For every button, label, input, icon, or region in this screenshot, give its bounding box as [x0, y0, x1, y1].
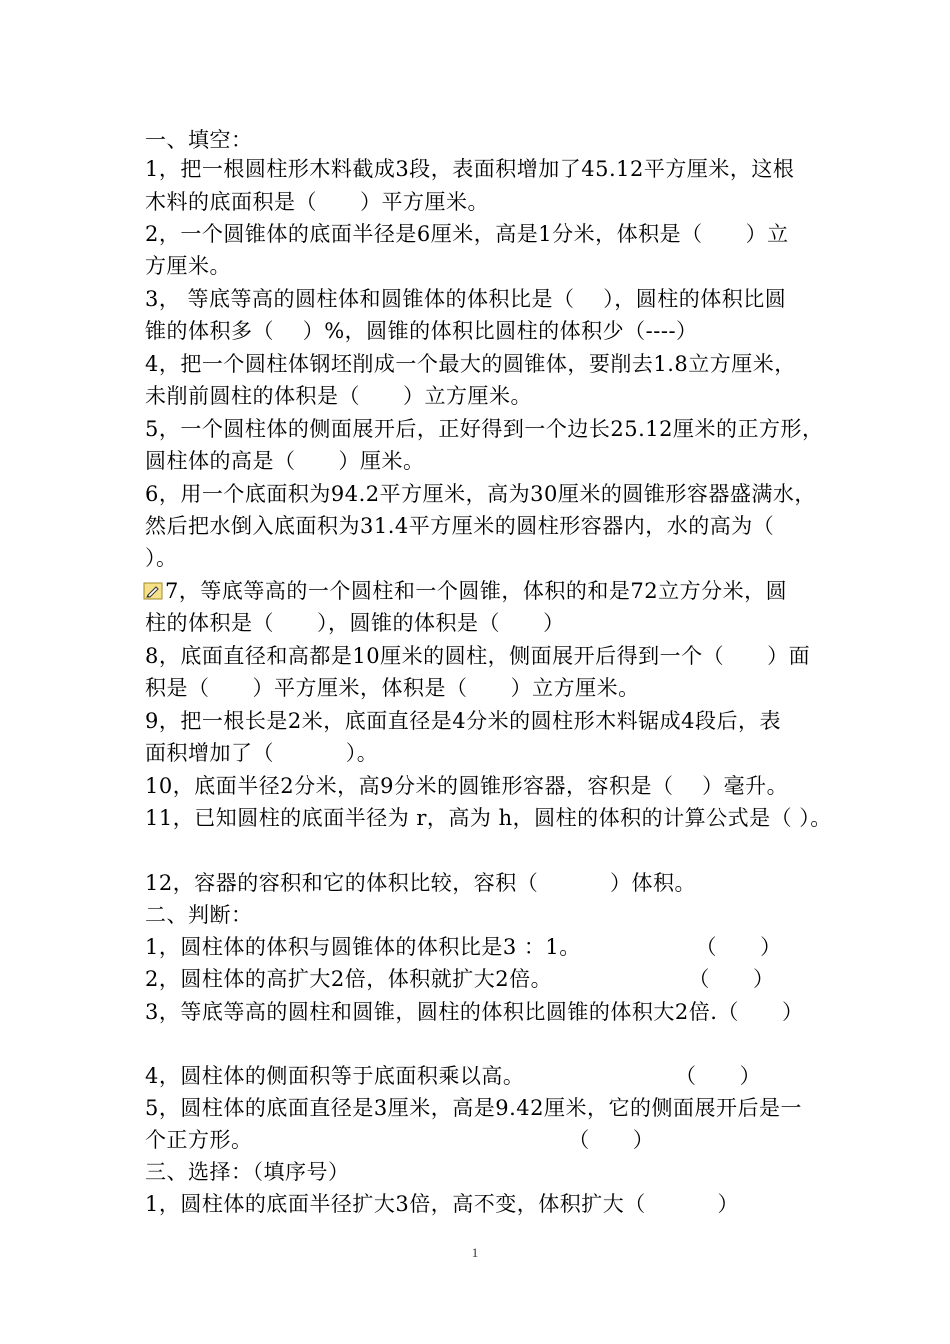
text-line: 10，底面半径2分米，高9分米的圆锥形容器，容积是（ ）毫升。: [145, 774, 789, 798]
text-line: 1，圆柱体的底面半径扩大3倍，高不变，体积扩大（ ）: [145, 1192, 739, 1216]
text-line: ）。: [145, 546, 178, 570]
text-line: 1，圆柱体的体积与圆锥体的体积比是3 ：1。 （ ）: [145, 935, 782, 959]
text-line: 6，用一个底面积为94.2平方厘米，高为30厘米的圆锥形容器盛满水，: [145, 482, 816, 506]
note-pencil-icon[interactable]: [143, 577, 163, 595]
text-line: 4，把一个圆柱体钢坯削成一个最大的圆锥体，要削去1.8立方厘米，: [145, 352, 796, 376]
text-line: 积是（ ）平方厘米，体积是（ ）立方厘米。: [145, 676, 640, 700]
page-number: 1: [471, 1245, 479, 1260]
text-line-with-icon: [143, 575, 787, 607]
text-line: 面积增加了（ ）。: [145, 741, 379, 765]
text-line: 7，等底等高的一个圆柱和一个圆锥，体积的和是72立方分米，圆: [165, 579, 788, 603]
section-heading-choice: 三、选择：（填序号）: [145, 1160, 350, 1184]
text-line: 2，一个圆锥体的底面半径是6厘米，高是1分米，体积是（ ）立: [145, 222, 789, 246]
text-line: 个正方形。 （ ）: [145, 1128, 655, 1152]
text-line: 1，把一根圆柱形木料截成3段，表面积增加了45.12平方厘米，这根: [145, 157, 795, 181]
text-line: 2，圆柱体的高扩大2倍，体积就扩大2倍。 （ ）: [145, 967, 775, 991]
section-heading-fill-blank: 一、填空：: [145, 128, 253, 152]
text-line: 9，把一根长是2米，底面直径是4分米的圆柱形木料锯成4段后，表: [145, 709, 781, 733]
text-line: 方厘米。: [145, 254, 231, 278]
section-heading-judge: 二、判断：: [145, 903, 253, 927]
text-line: 3， 等底等高的圆柱体和圆锥体的体积比是（ ），圆柱的体积比圆: [145, 287, 787, 311]
text-line: 5，一个圆柱体的侧面展开后，正好得到一个边长25.12厘米的正方形，: [145, 417, 824, 441]
text-line: 8，底面直径和高都是10厘米的圆柱，侧面展开后得到一个（ ）面: [145, 644, 811, 668]
text-line: 4，圆柱体的侧面积等于底面积乘以高。 （ ）: [145, 1064, 762, 1088]
text-line: 5，圆柱体的底面直径是3厘米，高是9.42厘米，它的侧面展开后是一: [145, 1096, 802, 1120]
text-line: 圆柱体的高是（ ）厘米。: [145, 449, 425, 473]
text-line: 11，已知圆柱的底面半径为 r，高为 h，圆柱的体积的计算公式是（ ）。: [145, 806, 832, 830]
text-line: 12，容器的容积和它的体积比较，容积（ ）体积。: [145, 871, 696, 895]
text-line: 3，等底等高的圆柱和圆锥，圆柱的体积比圆锥的体积大2倍.（ ）: [145, 1000, 804, 1024]
text-line: 然后把水倒入底面积为31.4平方厘米的圆柱形容器内，水的高为（: [145, 514, 775, 538]
text-line: 柱的体积是（ ），圆锥的体积是（ ）: [145, 611, 565, 635]
text-line: 未削前圆柱的体积是（ ）立方厘米。: [145, 384, 533, 408]
text-line: 锥的体积多（ ）%，圆锥的体积比圆柱的体积少（----）: [145, 319, 698, 343]
text-line: 木料的底面积是（ ）平方厘米。: [145, 190, 490, 214]
